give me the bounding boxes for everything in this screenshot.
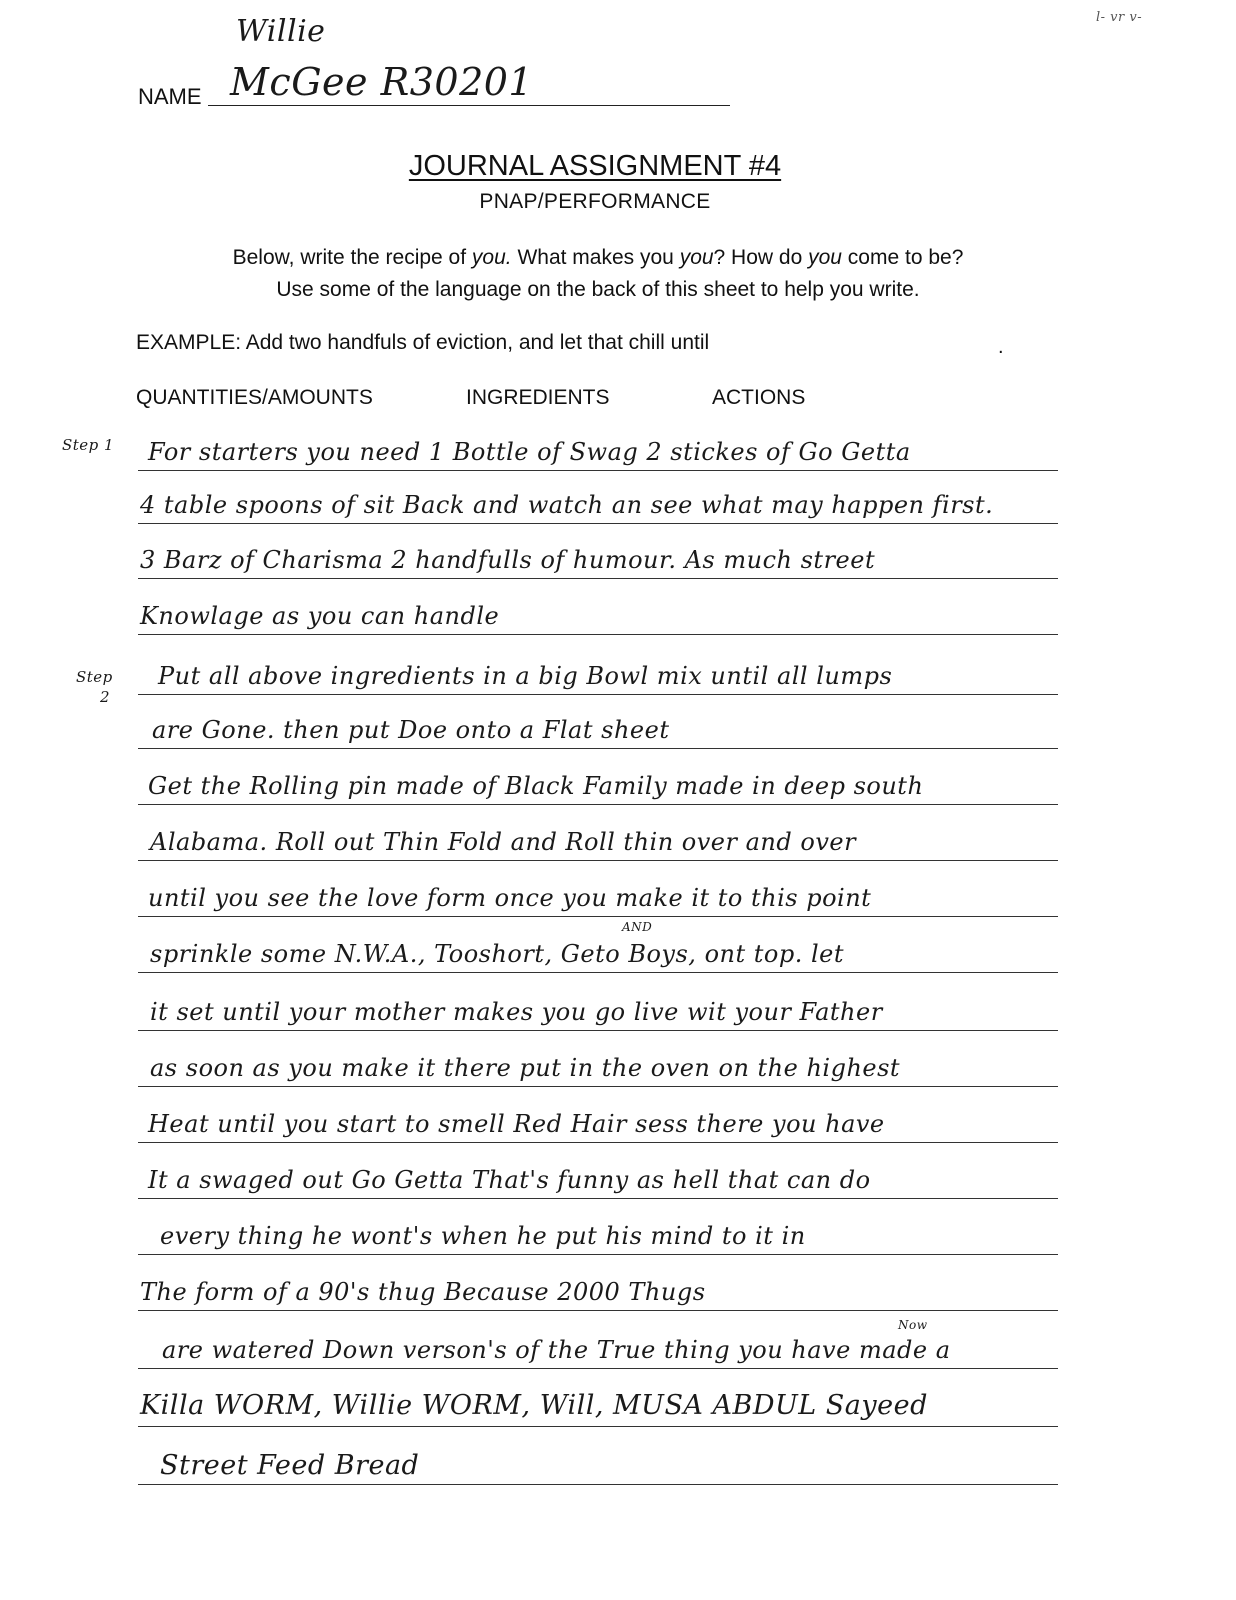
handwritten-line: Put all above ingredients in a big Bowl mix until all lumps <box>158 662 893 690</box>
handwritten-line: 3 Barz of Charisma 2 handfulls of humour. As much street <box>140 546 876 574</box>
handwritten-line: Killa WORM, Willie WORM, Will, MUSA ABDUL Sayeed <box>140 1390 928 1421</box>
handwritten-line: Street Feed Bread <box>160 1450 420 1481</box>
ruled-line <box>138 1254 1058 1255</box>
stray-dot: . <box>998 336 1004 358</box>
handwritten-line: Alabama. Roll out Thin Fold and Roll thin over and over <box>150 828 857 856</box>
instructions-line-1: Below, write the recipe of you. What makes you you? How do you come to be? <box>232 246 964 269</box>
step-1-label: Step 1 <box>62 436 115 454</box>
ruled-line <box>138 1484 1058 1485</box>
ruled-line <box>138 1030 1058 1031</box>
handwritten-line: until you see the love form once you make it to this point <box>148 884 872 912</box>
column-header-ingredients: INGREDIENTS <box>466 386 610 409</box>
step-2-number: 2 <box>100 688 111 706</box>
example-text: EXAMPLE: Add two handfuls of eviction, and let that chill until <box>136 331 710 354</box>
handwritten-line: For starters you need 1 Bottle of Swag 2 stickes of Go Getta <box>148 438 911 466</box>
ruled-line <box>138 578 1058 579</box>
page-title-text: JOURNAL ASSIGNMENT #4 <box>408 150 782 182</box>
handwritten-line: Knowlage as you can handle <box>140 602 500 630</box>
handwritten-line: it set until your mother makes you go live wit your Father <box>150 998 883 1026</box>
ruled-line <box>138 916 1058 917</box>
name-label: NAME <box>138 84 202 109</box>
name-line <box>208 105 730 106</box>
ruled-line <box>138 694 1058 695</box>
page-subtitle: PNAP/PERFORMANCE <box>479 190 711 213</box>
handwritten-line: are Gone. then put Doe onto a Flat sheet <box>152 716 670 744</box>
page-title <box>0 150 1190 183</box>
handwritten-line: 4 table spoons of sit Back and watch an see what may happen first. <box>140 491 994 519</box>
handwritten-line: The form of a 90's thug Because 2000 Thugs <box>140 1278 706 1306</box>
ruled-line <box>138 1142 1058 1143</box>
column-header-quantities: QUANTITIES/AMOUNTS <box>136 386 373 409</box>
ruled-line <box>138 634 1058 635</box>
handwritten-insert-now: Now <box>898 1318 928 1332</box>
ruled-line <box>138 523 1058 524</box>
ruled-line <box>138 1368 1058 1369</box>
ruled-line <box>138 470 1058 471</box>
handwritten-line: are watered Down verson's of the True thing you have made a <box>162 1336 951 1364</box>
handwritten-insert-and: AND <box>622 920 653 934</box>
ruled-line <box>138 1426 1058 1427</box>
ruled-line <box>138 1198 1058 1199</box>
ruled-line <box>138 860 1058 861</box>
ruled-line <box>138 1086 1058 1087</box>
handwritten-line: every thing he wont's when he put his mind to it in <box>160 1222 806 1250</box>
handwritten-line: It a swaged out Go Getta That's funny as hell that can do <box>148 1166 871 1194</box>
step-2-label: Step <box>76 668 113 686</box>
handwritten-name: McGee R30201 <box>230 60 534 104</box>
column-header-actions: ACTIONS <box>712 386 806 409</box>
handwritten-line: Get the Rolling pin made of Black Family made in deep south <box>148 772 924 800</box>
handwritten-line: Heat until you start to smell Red Hair sess there you have <box>148 1110 885 1138</box>
handwritten-line: sprinkle some N.W.A., Tooshort, Geto Boys, ont top. let <box>150 940 844 968</box>
handwritten-first-name: Willie <box>236 14 326 49</box>
corner-scribble: l- vr v- <box>1096 10 1143 25</box>
handwritten-line: as soon as you make it there put in the oven on the highest <box>150 1054 901 1082</box>
ruled-line <box>138 972 1058 973</box>
ruled-line <box>138 748 1058 749</box>
ruled-line <box>138 1310 1058 1311</box>
instructions-line-2: Use some of the language on the back of this sheet to help you write. <box>276 278 920 301</box>
ruled-line <box>138 804 1058 805</box>
